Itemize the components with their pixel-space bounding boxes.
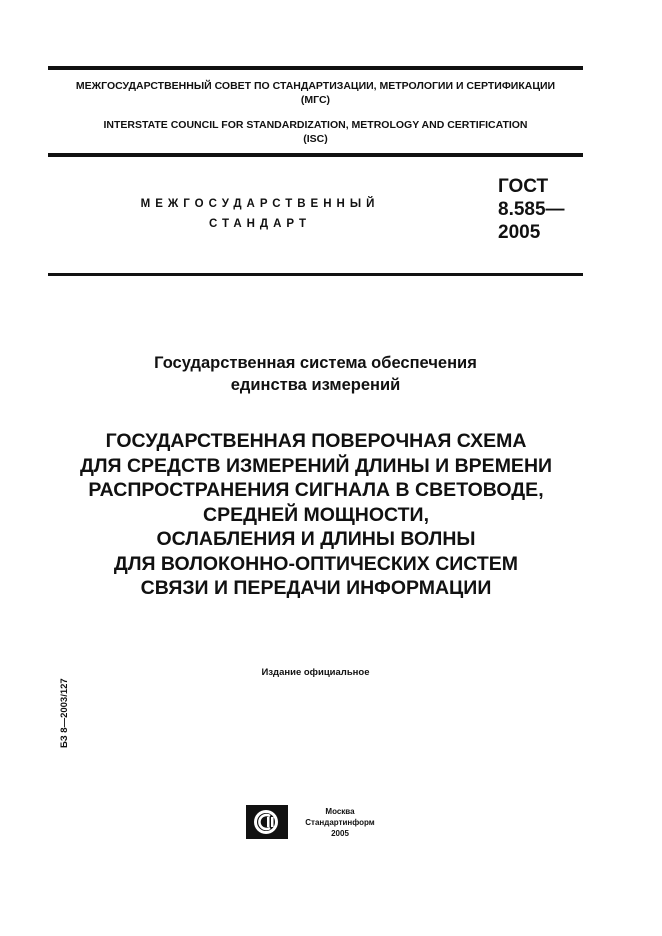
- standard-label-line2: СТАНДАРТ: [209, 218, 311, 230]
- gost-code-line1: ГОСТ: [498, 176, 549, 197]
- main-title-line: РАСПРОСТРАНЕНИЯ СИГНАЛА В СВЕТОВОДЕ,: [88, 479, 544, 501]
- council-rule: [48, 153, 583, 157]
- gost-code-line2: 8.585—: [498, 199, 565, 220]
- council-ru-name: МЕЖГОСУДАРСТВЕННЫЙ СОВЕТ ПО СТАНДАРТИЗАЦИИ, МЕТРОЛОГИИ И СЕРТИФИКАЦИИ: [75, 80, 556, 92]
- main-title-line: ГОСУДАРСТВЕННАЯ ПОВЕРОЧНАЯ СХЕМА: [105, 430, 527, 452]
- main-title: [30, 429, 602, 601]
- main-title-line: ДЛЯ СРЕДСТВ ИЗМЕРЕНИЙ ДЛИНЫ И ВРЕМЕНИ: [79, 454, 553, 477]
- top-rule: [48, 66, 583, 70]
- main-title-line: СРЕДНЕЙ МОЩНОСТИ,: [203, 503, 429, 526]
- council-en-abbr: (ISC): [303, 133, 328, 145]
- gost-code: [498, 175, 588, 244]
- main-title-line: СВЯЗИ И ПЕРЕДАЧИ ИНФОРМАЦИИ: [140, 577, 492, 599]
- main-title-line: ДЛЯ ВОЛОКОННО-ОПТИЧЕСКИХ СИСТЕМ: [113, 552, 519, 575]
- council-ru-abbr: (МГС): [300, 94, 331, 106]
- main-title-line: ОСЛАБЛЕНИЯ И ДЛИНЫ ВОЛНЫ: [156, 528, 476, 550]
- edition-label: Издание официальное: [261, 667, 370, 678]
- publisher-city: Москва: [325, 807, 355, 816]
- gost-code-line3: 2005: [498, 222, 541, 243]
- publisher-year: 2005: [331, 829, 349, 838]
- publisher-info: [290, 806, 390, 839]
- council-en-name: INTERSTATE COUNCIL FOR STANDARDIZATION, METROLOGY AND CERTIFICATION: [103, 119, 528, 131]
- system-title-line2: единства измерений: [230, 376, 401, 394]
- system-title: [48, 352, 583, 396]
- council-en: [48, 118, 583, 146]
- council-ru: [48, 79, 583, 107]
- standard-rule: [48, 273, 583, 276]
- side-code: БЗ 8—2003/127: [59, 678, 70, 748]
- standartinform-logo-icon: [246, 805, 288, 839]
- publisher-name: Стандартинформ: [305, 818, 375, 827]
- standard-label: [110, 194, 410, 234]
- system-title-line1: Государственная система обеспечения: [154, 354, 477, 372]
- standard-label-line1: МЕЖГОСУДАРСТВЕННЫЙ: [140, 198, 380, 210]
